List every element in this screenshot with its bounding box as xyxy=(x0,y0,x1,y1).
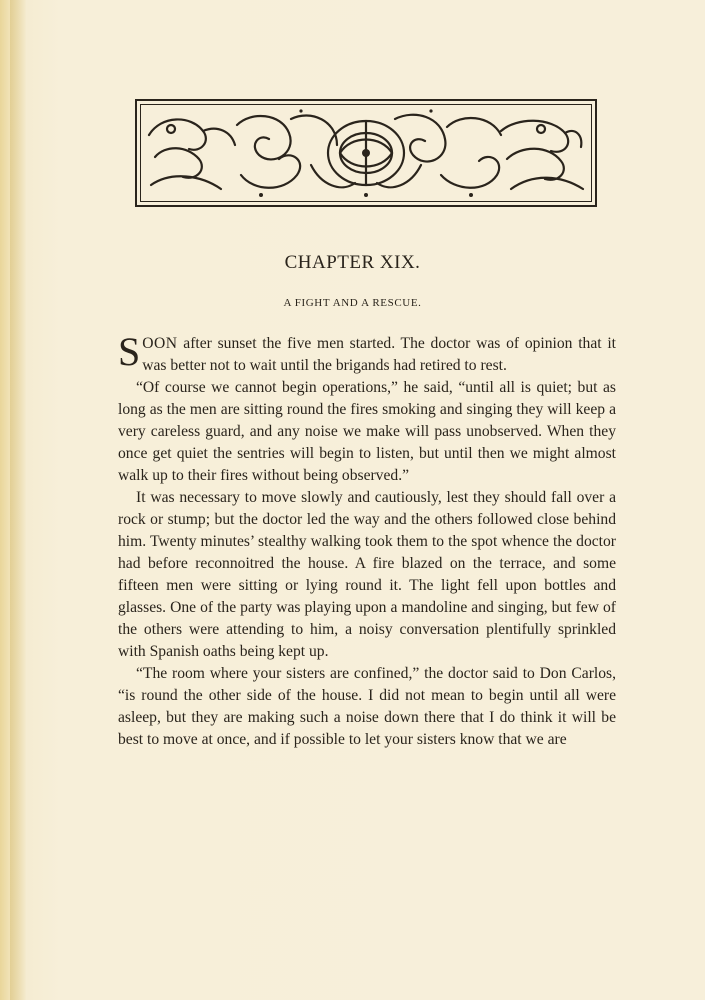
chapter-title: CHAPTER XIX. xyxy=(284,252,421,273)
chapter-body xyxy=(118,329,616,751)
ornament-frame xyxy=(140,104,592,202)
paragraph-4: “The room where your sisters are confined,” the doctor said to Don Carlos, “is round the other side of the house. I did not mean to begin until all were asleep, but they are making such a noise down there that I do think it will be best to move at once, and if possible to let your sisters know that we are xyxy=(118,665,616,748)
paragraph-2: “Of course we cannot begin operations,” he said, “until all is quiet; but as long as the men are sitting round the fires smoking and singing they will keep a very careless guard, and any noise we make will pass unobserved. When they once get quiet the sentries will begin to listen, but until then we might almost walk up to their fires without being observed.” xyxy=(118,379,616,484)
chapter-header-ornament xyxy=(135,99,597,207)
chapter-subtitle: A FIGHT AND A RESCUE. xyxy=(283,297,422,309)
lead-in-word: OON xyxy=(142,335,178,352)
paragraph-1-text: after sunset the five men started. The doctor was of opinion that it was better not to wait until the brigands had retired to rest. xyxy=(142,335,616,374)
paragraph-3: It was necessary to move slowly and cautiously, lest they should fall over a rock or stump; but the doctor led the way and the others followed close behind him. Twenty minutes’ stealthy walking took them to the spot whence the doctor had before reconnoitred the house. A fire blazed on the terrace, and some fifteen men were sitting or lying round it. The light fell upon bottles and glasses. One of the party was playing upon a mandoline and singing, but few of the others were attending to him, a noisy conversation plentifully sprinkled with Spanish oaths being kept up. xyxy=(118,489,616,660)
page-gutter xyxy=(10,0,26,1000)
ornament-engraving xyxy=(141,105,591,201)
drop-cap: S xyxy=(118,329,141,374)
paragraph-1 xyxy=(118,329,616,377)
